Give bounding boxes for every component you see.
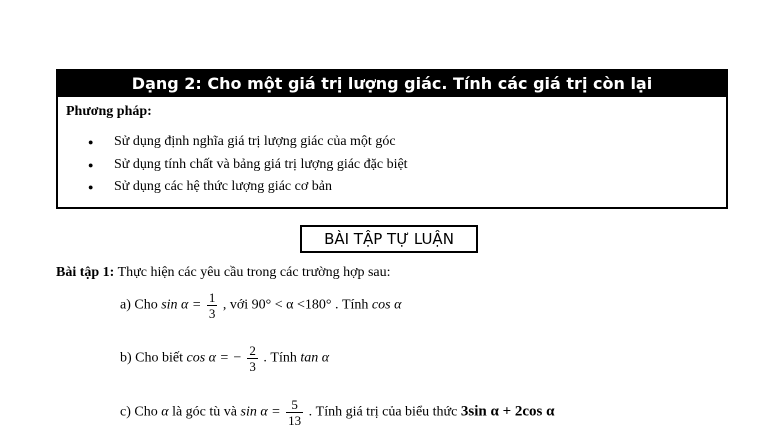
part-a-lhs: sin α = <box>161 297 202 313</box>
part-a-denominator: 3 <box>208 306 216 321</box>
part-c-lhs: sin α = <box>240 404 281 420</box>
part-b-numerator: 2 <box>249 343 256 358</box>
part-c-fraction <box>286 397 303 428</box>
part-c-prefix: c) Cho <box>120 404 158 420</box>
method-box <box>56 69 728 209</box>
part-c-instruction: . Tính giá trị của biểu thức <box>308 404 458 420</box>
part-a-ask: cos α <box>371 297 402 313</box>
part-b-lhs: cos α = − <box>186 350 242 366</box>
exercise-part-b <box>120 343 329 374</box>
part-b-denominator: 3 <box>249 359 256 374</box>
part-b-prefix: b) Cho biết <box>120 350 183 366</box>
exercise-intro <box>56 265 391 281</box>
section-title: BÀI TẬP TỰ LUẬN <box>300 225 478 253</box>
part-c-denominator: 13 <box>288 413 302 428</box>
part-c-condition: là góc tù và <box>172 404 237 420</box>
exercise-part-c <box>120 397 555 428</box>
part-c-expression: 3sin α + 2cos α <box>460 403 555 420</box>
method-list <box>88 131 408 199</box>
part-a-prefix: a) Cho <box>120 297 158 313</box>
part-b-instruction: . Tính <box>263 350 297 366</box>
part-a-fraction <box>207 290 218 321</box>
part-b-ask: tan α <box>300 350 330 366</box>
part-c-numerator: 5 <box>286 397 303 413</box>
part-a-numerator: 1 <box>208 290 216 305</box>
topic-title: Dạng 2: Cho một giá trị lượng giác. Tính các giá trị còn lại <box>58 71 726 97</box>
part-a-condition: , với 90° < α <180° . Tính <box>222 297 369 313</box>
method-item-identities: ● Sử dụng các hệ thức lượng giác cơ bản <box>88 176 408 199</box>
part-c-alpha: α <box>161 404 169 420</box>
exercise-instruction: Thực hiện các yêu cầu trong các trường hợp sau: <box>117 265 391 280</box>
method-item-definition: ● Sử dụng định nghĩa giá trị lượng giác của một góc <box>88 131 408 154</box>
method-title: Phương pháp: <box>66 104 152 119</box>
method-item-properties: ● Sử dụng tính chất và bảng giá trị lượng giác đặc biệt <box>88 154 408 177</box>
part-b-fraction <box>247 343 258 374</box>
exercise-label: Bài tập 1: <box>56 265 115 280</box>
exercise-part-a <box>120 290 401 321</box>
